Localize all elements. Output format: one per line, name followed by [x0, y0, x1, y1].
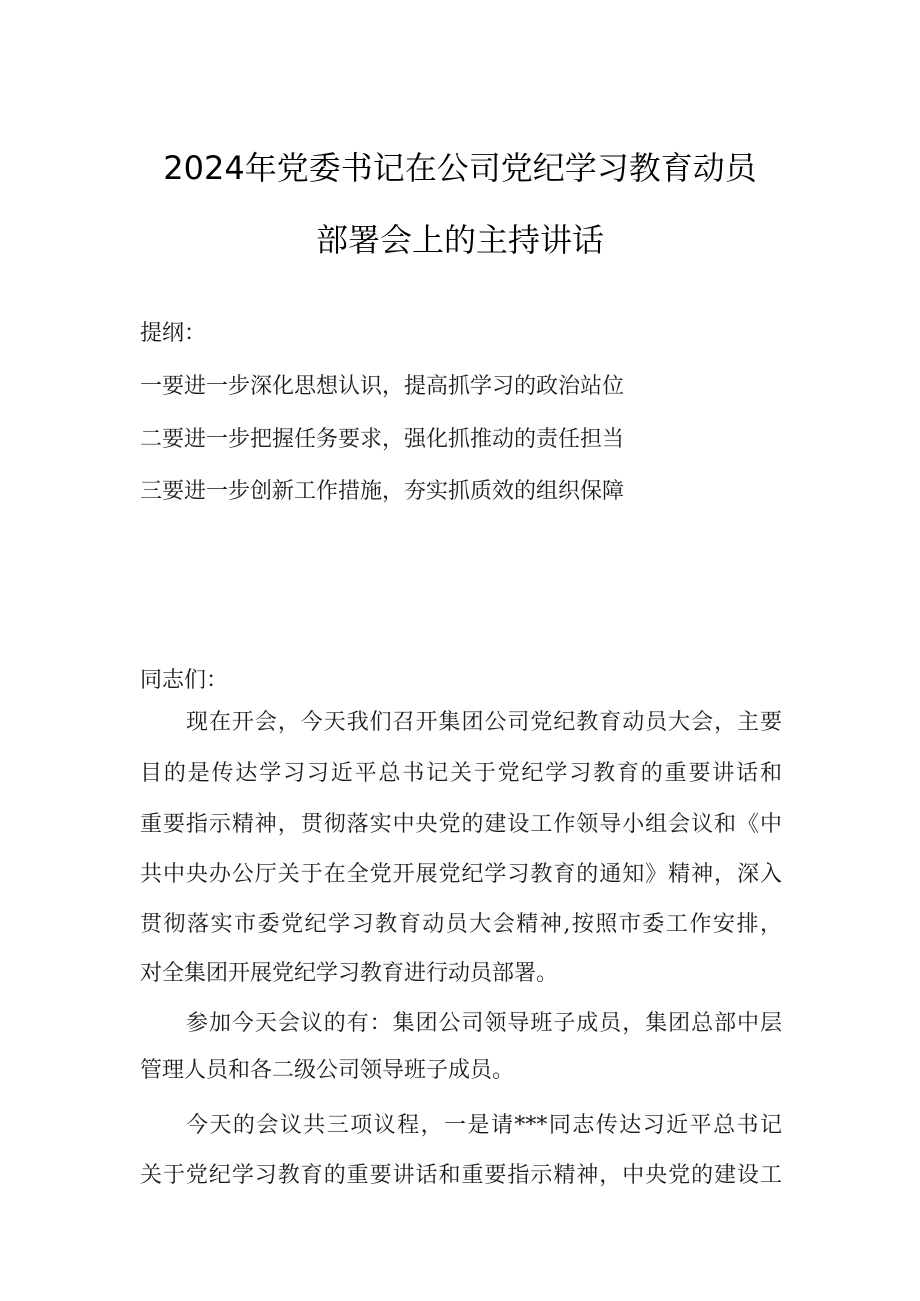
document-title-line-1: 2024年党委书记在公司党纪学习教育动员: [163, 149, 757, 187]
outline-item: 一要进一步深化思想认识，提高抓学习的政治站位: [140, 374, 625, 399]
document-title-line-2: 部署会上的主持讲话: [315, 221, 604, 259]
outline-item: 二要进一步把握任务要求，强化抓推动的责任担当: [140, 427, 625, 452]
paragraph-line: 对全集团开展党纪学习教育进行动员部署。: [140, 961, 559, 986]
outline-label: 提纲：: [140, 321, 207, 346]
paragraph-line: 贯彻落实市委党纪学习教育动员大会精神,按照市委工作安排，: [140, 912, 782, 937]
paragraph-line: 目的是传达学习习近平总书记关于党纪学习教育的重要讲话和: [140, 761, 782, 786]
paragraph-line: 管理人员和各二级公司领导班子成员。: [140, 1058, 515, 1083]
salutation: 同志们：: [140, 668, 229, 693]
paragraph-line: 现在开会，今天我们召开集团公司党纪教育动员大会，主要: [186, 710, 782, 735]
paragraph-line: 共中央办公厅关于在全党开展党纪学习教育的通知》精神，深入: [140, 862, 782, 887]
paragraph-line: 参加今天会议的有：集团公司领导班子成员，集团总部中层: [186, 1011, 782, 1036]
outline-item: 三要进一步创新工作措施，夯实抓质效的组织保障: [140, 479, 625, 504]
paragraph-line: 今天的会议共三项议程，一是请***同志传达习近平总书记: [186, 1113, 782, 1138]
paragraph-line: 重要指示精神，贯彻落实中央党的建设工作领导小组会议和《中: [140, 812, 782, 837]
paragraph-line: 关于党纪学习教育的重要讲话和重要指示精神，中央党的建设工: [140, 1163, 782, 1188]
